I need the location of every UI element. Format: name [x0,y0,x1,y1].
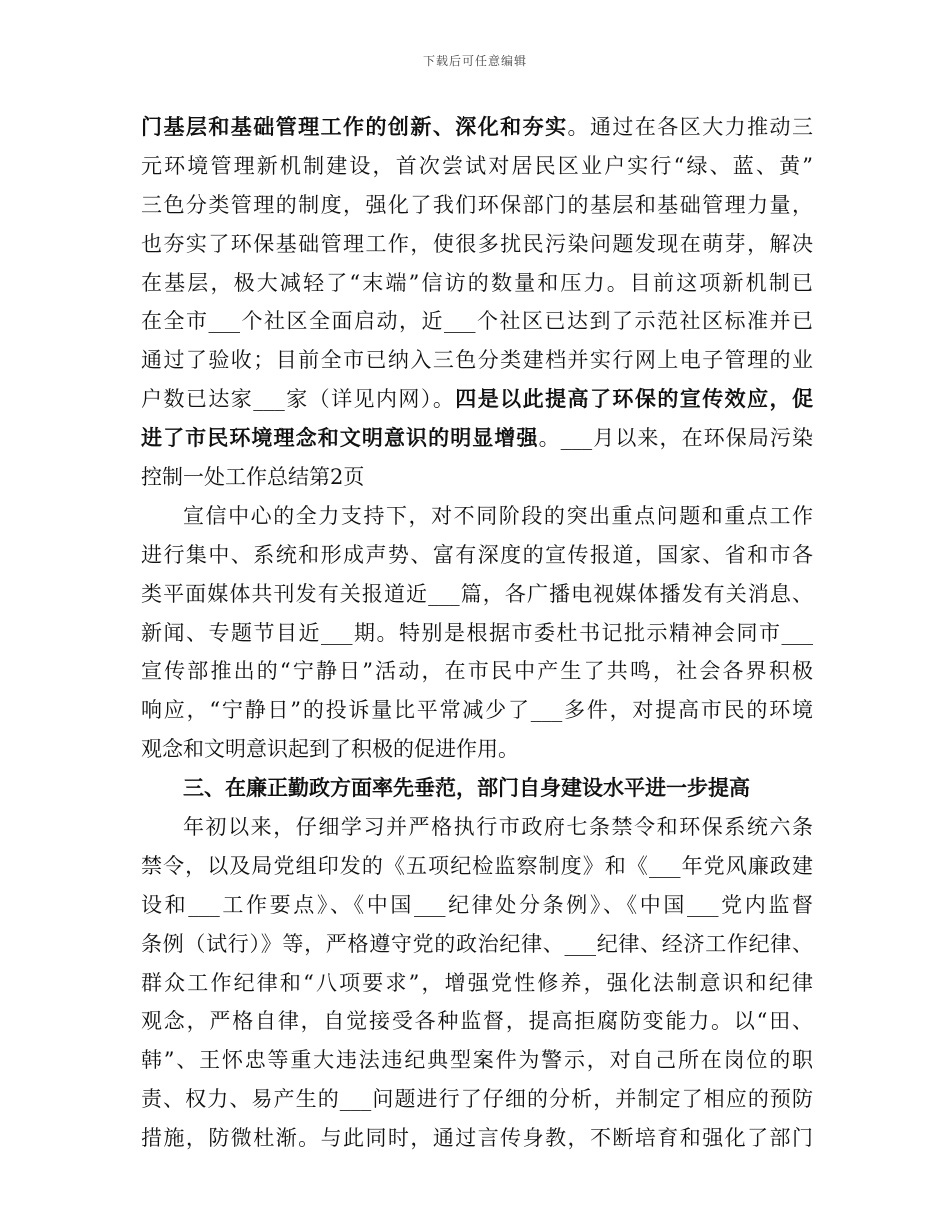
document-body [141,108,813,1158]
text-line [141,419,813,458]
body-text: 控制一处工作总结第2页 [141,465,365,490]
bold-text: 三、在廉正勤政方面率先垂范，部门自身建设水平进一步提高 [183,775,750,801]
text-line [141,925,813,964]
body-text: 也夯实了环保基础管理工作，使很多扰民污染问题发现在萌芽，解决 [141,231,813,256]
text-line [141,536,813,575]
body-text: 。通过在各区大力推动三 [567,115,813,139]
page-header: 下载后可任意编辑 [422,54,527,68]
text-line [141,302,813,341]
body-text: 年初以来，仔细学习并严格执行市政府七条禁令和环保系统六条 [183,815,813,840]
body-text: 禁令，以及局党组印发的《五项纪检监察制度》和《___年党风廉政建 [141,853,813,878]
text-line [141,847,813,886]
body-text: 元环境管理新机制建设，首次尝试对居民区业户实行“绿、蓝、黄” [141,153,813,178]
body-text: 响应，“宁静日”的投诉量比平常减少了___多件，对提高市民的环境 [141,698,813,723]
text-line [141,730,813,769]
text-line [141,147,813,186]
text-line [141,1080,813,1119]
body-text: 群众工作纪律和“八项要求”，增强党性修养，强化法制意识和纪律 [141,970,813,995]
body-text: 责、权力、易产生的___问题进行了仔细的分析，并制定了相应的预防 [141,1087,813,1112]
body-text: 观念，严格自律，自觉接受各种监督，提高拒腐防变能力。以“田、 [141,1009,813,1034]
text-line [141,652,813,691]
bold-text: 进了市民环境理念和文明意识的明显增强 [141,425,539,451]
text-line [141,691,813,730]
text-line [141,964,813,1003]
body-text: 进行集中、系统和形成声势、富有深度的宣传报道，国家、省和市各 [141,542,813,567]
text-line [141,1119,813,1158]
text-line [141,225,813,264]
body-text: 户数已达家___家（详见内网）。 [141,387,456,412]
body-text: 通过了验收；目前全市已纳入三色分类建档并实行网上电子管理的业 [141,348,813,373]
body-text: 在基层，极大减轻了“末端”信访的数量和压力。目前这项新机制已 [141,270,813,295]
body-text: 三色分类管理的制度，强化了我们环保部门的基层和基础管理力量， [141,192,813,217]
text-line [141,1041,813,1080]
body-text: 宣传部推出的“宁静日”活动，在市民中产生了共鸣，社会各界积极 [141,659,813,684]
body-text: 韩”、王怀忠等重大违法违纪典型案件为警示，对自己所在岗位的职 [141,1048,813,1073]
body-text: 条例（试行）》等，严格遵守党的政治纪律、___纪律、经济工作纪律、 [141,931,813,956]
body-text: 措施，防微杜渐。与此同时，通过言传身教，不断培育和强化了部门 [141,1126,813,1151]
body-text: 观念和文明意识起到了积极的促进作用。 [141,737,519,762]
text-line [141,769,813,808]
body-text: 。___月以来，在环保局污染 [538,426,814,451]
body-text: 宣信中心的全力支持下，对不同阶段的突出重点问题和重点工作 [183,503,813,528]
text-line [141,264,813,303]
body-text: 在全市___个社区全面启动，近___个社区已达到了示范社区标准并已 [141,309,813,334]
body-text: 新闻、专题节目近___期。特别是根据市委杜书记批示精神会同市___ [141,620,813,645]
text-line [141,886,813,925]
text-line [141,341,813,380]
text-line [141,458,813,497]
body-text: 设和___工作要点》、《中国___纪律处分条例》、《中国___党内监督 [141,892,813,917]
text-line [141,380,813,419]
text-line [141,808,813,847]
text-line [141,614,813,653]
bold-text: 门基层和基础管理工作的创新、深化和夯实 [141,114,568,139]
text-line [141,575,813,614]
text-line [141,186,813,225]
text-line [141,108,813,147]
text-line [141,497,813,536]
body-text: 类平面媒体共刊发有关报道近___篇，各广播电视媒体播发有关消息、 [141,581,813,606]
bold-text: 四是以此提高了环保的宣传效应，促 [455,386,814,412]
text-line [141,1002,813,1041]
